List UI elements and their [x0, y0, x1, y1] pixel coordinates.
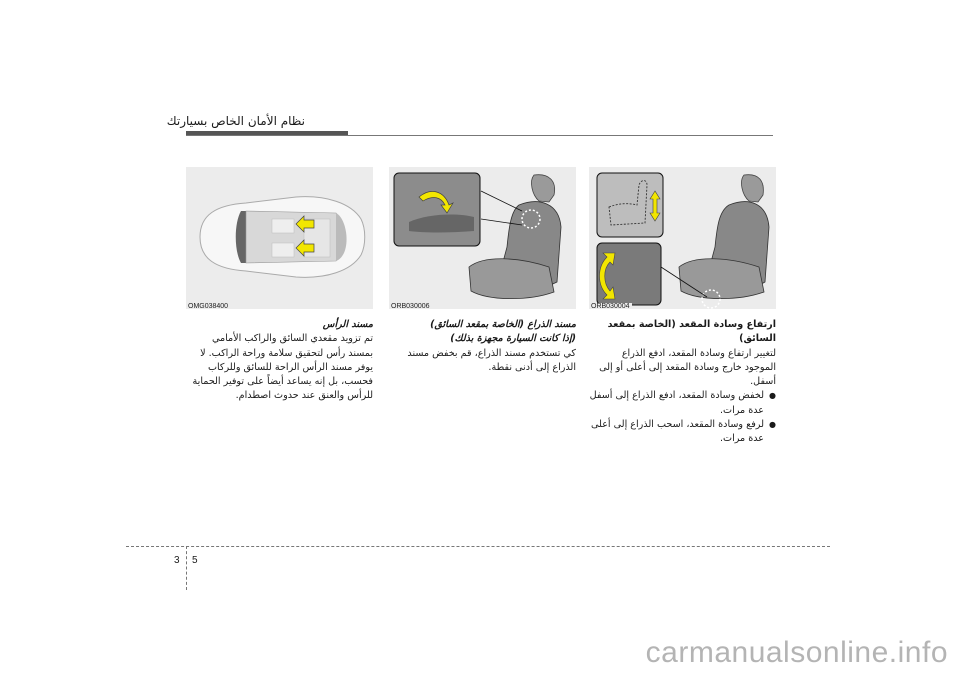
armrest-body: كي تستخدم مسند الذراع، قم بخفض مسند الذراع إلى أدنى نقطة.: [407, 347, 576, 373]
cushion-height-section: [589, 318, 776, 447]
armrest-heading: مسند الذراع (الخاصة بمقعد السائق): [430, 319, 576, 330]
cushion-height-seat-illustration: [589, 167, 776, 309]
figure-cushion-height: [589, 167, 776, 309]
figure-code: OMG038400: [188, 303, 229, 309]
car-top-view-illustration: [186, 167, 373, 309]
bullet-lower-cushion: ● لخفض وسادة المقعد، ادفع الذراع إلى أسفل عدة مرات.: [589, 389, 776, 418]
armrest-subheading: (إذا كانت السيارة مجهزة بذلك): [450, 333, 576, 345]
figure-code: ORB030006: [391, 303, 430, 309]
armrest-section: [389, 318, 576, 375]
footer-rule: [126, 546, 830, 547]
section-header-title: نظام الأمان الخاص بسيارتك: [166, 114, 305, 128]
cushion-bullet-list: [589, 389, 776, 446]
headrest-section: [186, 318, 373, 404]
cushion-body: لتغيير ارتفاع وسادة المقعد، ادفع الذراع الموجود خارج وسادة المقعد إلى أعلى أو إلى أسفل.: [599, 347, 776, 388]
watermark: carmanualsonline.info: [645, 636, 948, 669]
figure-car-top-view: [186, 167, 373, 309]
headrest-heading: مسند الرأس: [322, 319, 373, 330]
page-number: 5: [192, 555, 198, 566]
armrest-seat-illustration: [389, 167, 576, 309]
cushion-heading: ارتفاع وسادة المقعد (الخاصة بمقعد السائق): [607, 319, 776, 345]
headrest-body: تم تزويد مقعدي السائق والراكب الأمامي بمسند رأس لتحقيق سلامة وراحة الراكب. لا يوفر مسند الرأس الراحة للسائق وللركاب فحسب، بل إنه يساعد أيضاً على توفير الحماية للرأس والعنق عند حدوث اصطدام.: [192, 333, 373, 402]
figure-code: ORB030004: [591, 303, 630, 309]
header-rule: [186, 135, 773, 136]
footer-divider: [186, 546, 187, 590]
bullet-raise-cushion: ● لرفع وسادة المقعد، اسحب الذراع إلى أعلى عدة مرات.: [589, 418, 776, 447]
figure-armrest: [389, 167, 576, 309]
chapter-number: 3: [174, 555, 180, 566]
